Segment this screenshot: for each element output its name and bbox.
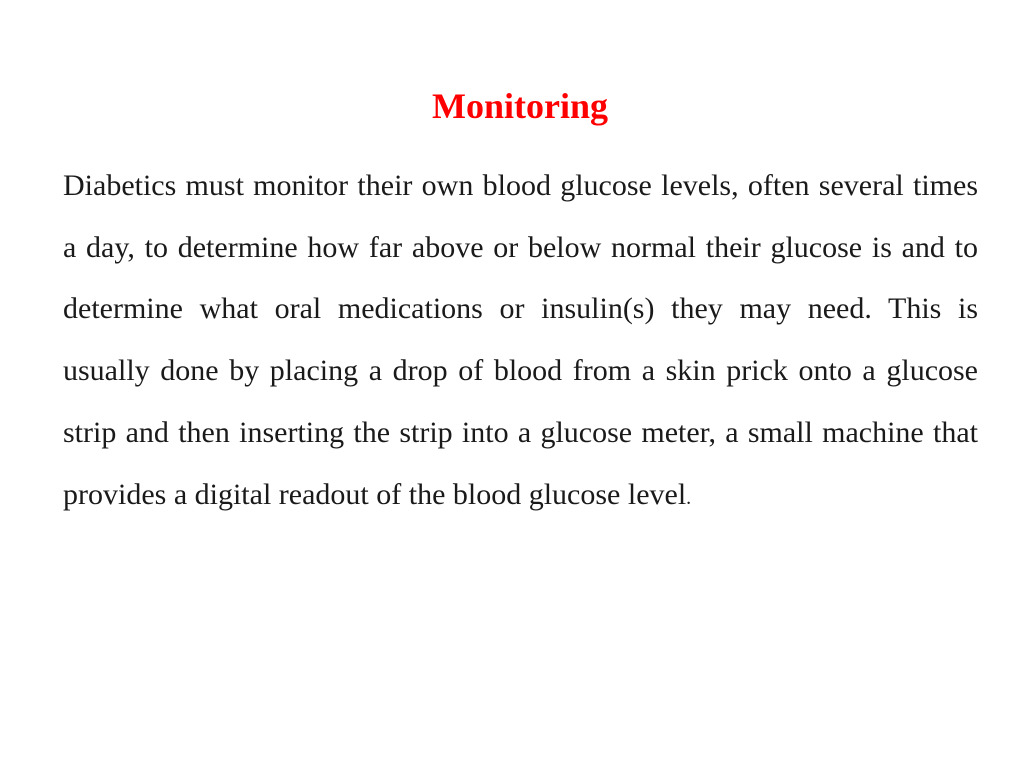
slide-title: Monitoring [432, 86, 608, 126]
paragraph-text: Diabetics must monitor their own blood glucose levels, often several times a day, to determine how far above or below normal their glucose is and to determine what oral medications or insulin(s) they may need. This is usually done by placing a drop of blood from a skin prick onto a glucose strip and then inserting the strip into a glucose meter, a small machine that provides a digital readout of the blood glucose level [63, 169, 978, 511]
paragraph-end-period: . [686, 486, 692, 509]
body-paragraph [63, 155, 978, 529]
